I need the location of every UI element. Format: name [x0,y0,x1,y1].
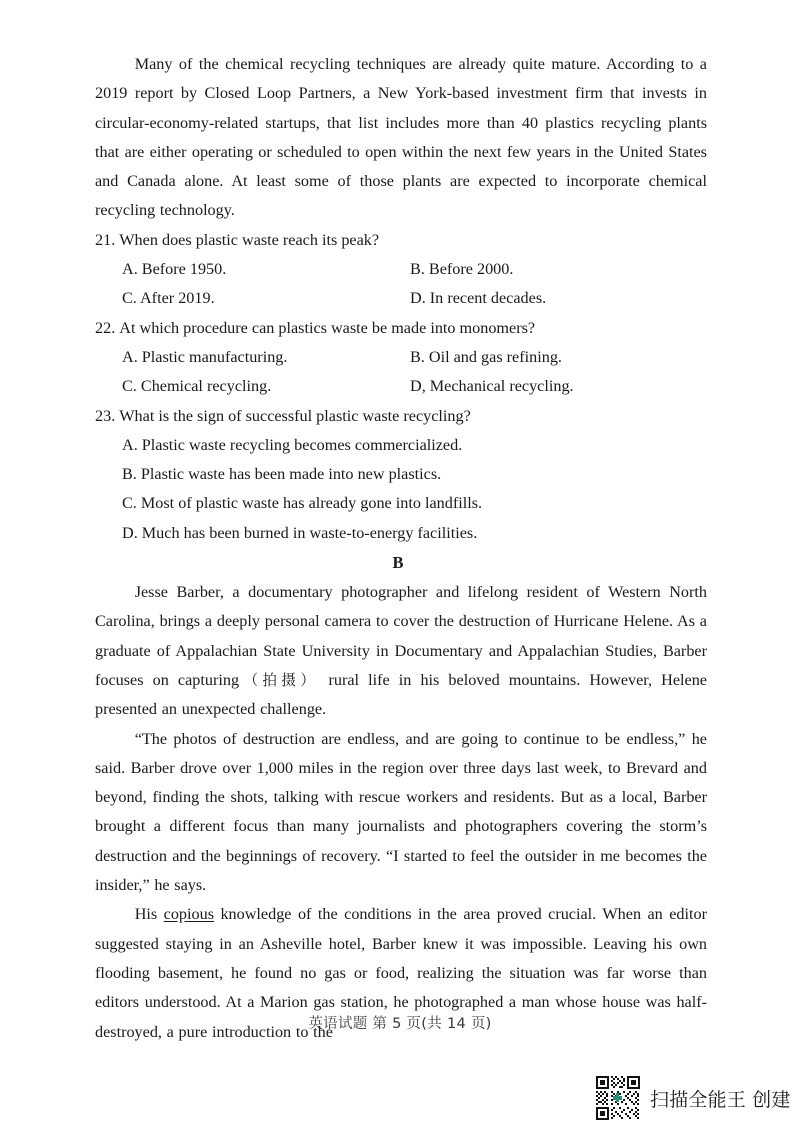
question-22-stem [95,314,707,343]
vocab-word-copious: copious [163,905,214,924]
question-23-number: 23. [95,406,116,425]
camscanner-watermark [593,1073,791,1123]
question-21-number: 21. [95,230,116,249]
page-footer: 英语试题 第 5 页(共 14 页) [308,1016,492,1032]
question-23-option-c[interactable]: C. Most of plastic waste has already gone into landfills. [122,494,483,513]
question-21-text: When does plastic waste reach its peak? [119,230,380,249]
question-22-option-b[interactable]: B. Oil and gas refining. [410,347,562,366]
question-21-options-row-2 [95,284,707,313]
section-letter-b: B [392,553,404,573]
question-23-text: What is the sign of successful plastic waste recycling? [119,406,471,425]
question-23-option-d[interactable]: D. Much has been burned in waste-to-energy facilities. [122,523,478,542]
watermark-label: 扫描全能王 创建 [650,1088,791,1111]
passage-b-p3-pre: His [134,905,164,924]
passage-b-p1-pre: Jesse Barber, a documentary photographer and lifelong resident of Western North Carolina, brings a deeply personal camera to cover the destruction of Hurricane Helene. As a graduate of Appalachian State University in Documentary and Appalachian Studies, Barber focuses on capturing [95,583,707,689]
question-21-options-row-1 [95,255,707,284]
question-22-number: 22. [95,318,116,337]
question-22 [95,314,707,402]
question-21-stem [95,226,707,255]
question-21-option-c[interactable]: C. After 2019. [122,289,215,308]
passage-b-p1-post: rural life in his beloved mountains. However, Helene presented an unexpected challenge. [95,670,707,719]
passage-b-p1-chinese-gloss: （拍摄） [239,671,320,689]
question-23-option-a[interactable]: A. Plastic waste recycling becomes commercialized. [122,435,463,454]
question-23-option-b[interactable]: B. Plastic waste has been made into new plastics. [122,465,442,484]
question-22-options-row-2 [95,372,707,401]
page-content [95,50,707,1047]
question-23-stem [95,402,707,431]
question-21-option-a[interactable]: A. Before 1950. [122,260,227,279]
question-22-option-c[interactable]: C. Chemical recycling. [122,377,272,396]
qr-code-svg [593,1073,643,1123]
question-22-options-row-1 [95,343,707,372]
question-22-option-d[interactable]: D, Mechanical recycling. [410,377,574,396]
qr-code-icon [593,1073,643,1123]
question-23 [95,402,707,548]
question-22-option-a[interactable]: A. Plastic manufacturing. [122,347,288,366]
passage-b-p3-post: knowledge of the conditions in the area proved crucial. When an editor suggested staying in an Asheville hotel, Barber knew it was impossible. Leaving his own flooding basement, he found no gas or food, realizing the situation was far worse than editors understood. At a Marion gas station, he photographed a man whose house was half-destroyed, a pure introduction to the [95,905,707,1041]
question-21 [95,226,707,314]
passage-b-paragraph-2: “The photos of destruction are endless, and are going to continue to be endless,” he said. Barber drove over 1,000 miles in the region over three days last week, to Brevard and beyond, finding the shots, talking with rescue workers and residents. But as a local, Barber brought a different focus than many journalists and photographers covering the storm’s destruction and the beginnings of recovery. “I started to feel the outsider in me becomes the insider,” he says. [95,729,707,895]
passage-a-paragraph: Many of the chemical recycling techniques are already quite mature. According to a 2019 report by Closed Loop Partners, a New York-based investment firm that invests in circular-economy-related startups, that list includes more than 40 plastics recycling plants that are either operating or scheduled to open within the next few years in the United States and Canada alone. At least some of those plants are expected to incorporate chemical recycling technology. [95,55,707,220]
question-22-text: At which procedure can plastics waste be made into monomers? [119,318,536,337]
question-21-option-b[interactable]: B. Before 2000. [410,260,514,279]
passage-b-paragraph-1 [95,578,707,724]
question-21-option-d[interactable]: D. In recent decades. [410,289,547,308]
